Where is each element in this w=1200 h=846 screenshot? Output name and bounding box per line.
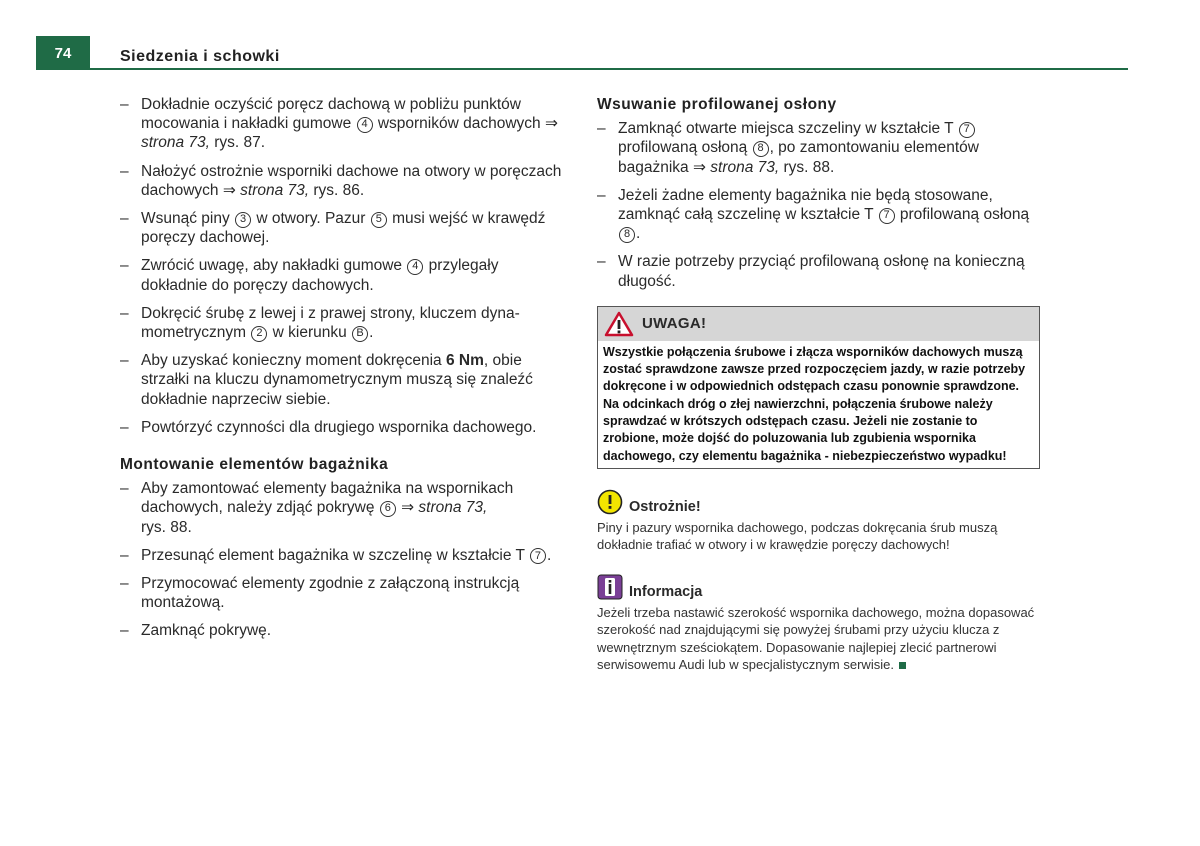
callout-number: 6 bbox=[380, 501, 396, 517]
list-item: – Zamknąć otwarte miejsca szczeliny w kształcie T 7 profilowaną osłoną 8 , po zamontowaniu elementów bagażnika ⇒ strona 73, rys. 88. bbox=[597, 119, 1040, 177]
page-number: 74 bbox=[36, 36, 90, 70]
callout-number: 7 bbox=[530, 548, 546, 564]
callout-number: 7 bbox=[959, 122, 975, 138]
info-text: Jeżeli trzeba nastawić szerokość wspornika dachowego, można dopasować szerokość nad znajdującymi się powyżej śrubami przy użyciu klucza z wewnętrznym sześciokątem. Dopasowanie najlepiej zlecić partnerowi serwisowemu Audi lub w specjalistycznym serwisie. bbox=[597, 604, 1035, 673]
step-list-roof-brackets bbox=[120, 95, 565, 437]
torque-value: 6 Nm bbox=[445, 352, 484, 370]
callout-number: 4 bbox=[357, 117, 373, 133]
page-reference: strona 73, bbox=[240, 181, 310, 199]
warning-text: Wszystkie połączenia śrubowe i złącza wsporników dachowych muszą zostać sprawdzone zawsze przed rozpoczęciem jazdy, w razie potrzeby dokręcone i w odpowiednich odstępach czasu ponownie sprawdzone. Na odcinkach dróg o złej nawierzchni, połączenia śrubowe należy sprawdzać w krótszych odstępach czasu. Jeżeli nie zostanie to zrobione, może dojść do poluzowania lub zgubienia wspornika dachowego, czy elementu bagażnika - niebezpieczeństwo wypadku! bbox=[603, 344, 1026, 463]
info-note bbox=[597, 574, 1040, 674]
list-item: – Powtórzyć czynności dla drugiego wspornika dachowego. bbox=[120, 418, 565, 437]
page-reference: strona 73, bbox=[418, 499, 488, 517]
list-item: – Aby zamontować elementy bagażnika na wspornikach dachowych, należy zdjąć pokrywę 6 ⇒ strona 73, rys. 88. bbox=[120, 479, 565, 537]
end-of-section-marker bbox=[899, 662, 906, 669]
list-item: – Dokładnie oczyścić poręcz dachową w pobliżu punktów mocowania i nakładki gumowe 4 wsporników dachowych ⇒ strona 73, rys. 87. bbox=[120, 95, 565, 153]
callout-number: 8 bbox=[619, 227, 635, 243]
list-item: – Dokręcić śrubę z lewej i z prawej strony, kluczem dynamometrycznym 2 w kierunku B . bbox=[120, 304, 565, 342]
callout-number: 4 bbox=[407, 259, 423, 275]
list-item: – Zamknąć pokrywę. bbox=[120, 621, 565, 640]
list-item: – Zwrócić uwagę, aby nakładki gumowe 4 przylegały dokładnie do poręczy dachowych. bbox=[120, 256, 565, 294]
step-list-carrier-mounting bbox=[120, 479, 565, 640]
info-body bbox=[597, 604, 1040, 674]
list-item: – Przesunąć element bagażnika w szczelinę w kształcie T 7 . bbox=[120, 546, 565, 565]
caution-text: Piny i pazury wspornika dachowego, podczas dokręcania śrub muszą dokładnie trafiać w otwory i w krawędzie poręczy dachowych! bbox=[597, 519, 998, 553]
right-column bbox=[597, 95, 1040, 674]
callout-number: 8 bbox=[753, 141, 769, 157]
caution-exclamation-icon bbox=[597, 489, 623, 515]
info-title: Informacja bbox=[629, 583, 703, 600]
warning-title: UWAGA! bbox=[642, 315, 707, 333]
page-reference: strona 73, bbox=[141, 134, 210, 152]
heading-profile-cover: Wsuwanie profilowanej osłony bbox=[597, 96, 837, 113]
list-item: – W razie potrzeby przyciąć profilowaną osłonę na konieczną długość. bbox=[597, 252, 1040, 290]
list-item: – Aby uzyskać konieczny moment dokręcenia 6 Nm, obie strzałki na kluczu dynamometrycznym muszą się znaleźć dokładnie naprzeciw siebie. bbox=[120, 351, 565, 409]
list-item: – Jeżeli żadne elementy bagażnika nie będą stosowane, zamknąć całą szczelinę w kształcie T 7 profilowaną osłoną 8 . bbox=[597, 186, 1040, 244]
page-reference: strona 73, bbox=[710, 158, 780, 176]
warning-box bbox=[597, 306, 1040, 469]
callout-number: B bbox=[352, 326, 368, 342]
list-item: – Nałożyć ostrożnie wsporniki dachowe na otwory w poręczach dachowych ⇒ strona 73, rys. 86. bbox=[120, 162, 565, 200]
callout-number: 3 bbox=[235, 212, 251, 228]
heading-mounting-carrier: Montowanie elementów bagażnika bbox=[120, 456, 389, 474]
warning-header bbox=[598, 307, 1039, 341]
list-item: – Przymocować elementy zgodnie z załączoną instrukcją montażową. bbox=[120, 574, 565, 612]
callout-number: 7 bbox=[879, 208, 895, 224]
list-item: – Wsunąć piny 3 w otwory. Pazur 5 musi wejść w krawędź poręczy dachowej. bbox=[120, 209, 565, 247]
warning-triangle-icon bbox=[604, 311, 634, 337]
caution-title: Ostrożnie! bbox=[629, 498, 701, 515]
callout-number: 5 bbox=[371, 212, 387, 228]
info-icon bbox=[597, 574, 623, 600]
header-rule bbox=[90, 68, 1128, 70]
step-list-profile-cover bbox=[597, 119, 1040, 291]
left-column bbox=[120, 95, 565, 650]
caution-note bbox=[597, 489, 1040, 554]
section-title: Siedzenia i schowki bbox=[120, 48, 280, 65]
callout-number: 2 bbox=[251, 326, 267, 342]
